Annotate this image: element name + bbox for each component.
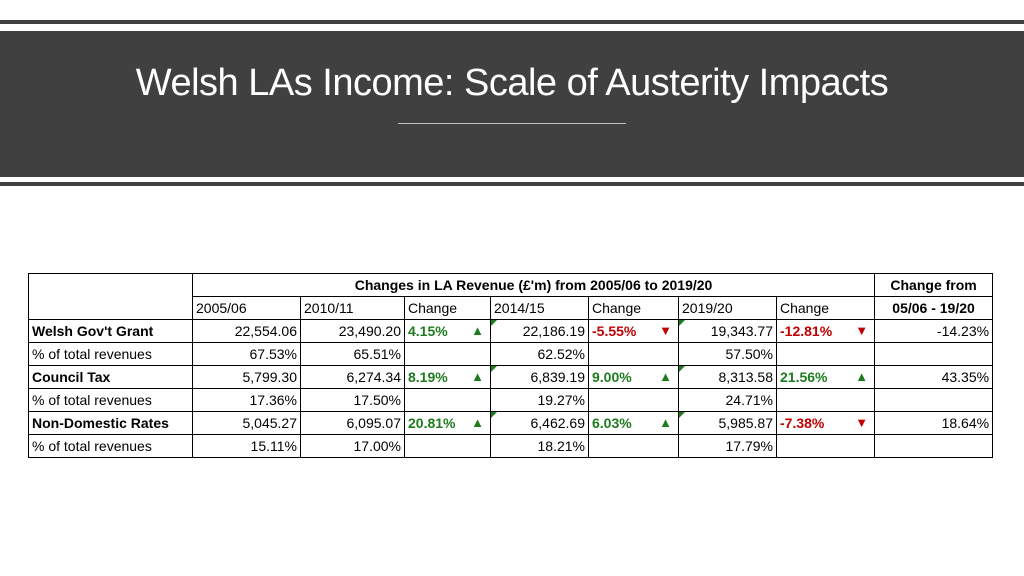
col-header: 2019/20 bbox=[679, 297, 777, 320]
cell-2010-11-value: 17.50% bbox=[353, 392, 401, 408]
cell-2014-15 bbox=[491, 435, 589, 458]
cell-2019-20-value: 24.71% bbox=[725, 392, 773, 408]
cell-change-1-value: 20.81% bbox=[408, 415, 456, 431]
cell-total-change bbox=[875, 366, 993, 389]
down-arrow-icon: ▼ bbox=[659, 323, 672, 338]
cell-2010-11 bbox=[301, 435, 405, 458]
table-row bbox=[29, 320, 993, 343]
col-header: Change bbox=[405, 297, 491, 320]
cell-change-1-value: 4.15% bbox=[408, 323, 448, 339]
slide-title: Welsh LAs Income: Scale of Austerity Impacts bbox=[135, 62, 889, 104]
cell-2019-20 bbox=[679, 320, 777, 343]
revenue-table bbox=[28, 273, 993, 458]
cell-2010-11 bbox=[301, 389, 405, 412]
cell-change-1-value: 8.19% bbox=[408, 369, 448, 385]
cell-change-2 bbox=[589, 320, 679, 343]
cell-total-change bbox=[875, 389, 993, 412]
row-label-value: % of total revenues bbox=[32, 392, 152, 408]
row-label bbox=[29, 389, 193, 412]
cell-2005-06-value: 67.53% bbox=[249, 346, 297, 362]
cell-2019-20-value: 5,985.87 bbox=[718, 415, 773, 431]
up-arrow-icon: ▲ bbox=[659, 415, 672, 430]
cell-change-1 bbox=[405, 343, 491, 366]
cell-change-2-value: -5.55% bbox=[592, 323, 637, 339]
row-label bbox=[29, 343, 193, 366]
cell-2010-11-value: 23,490.20 bbox=[338, 323, 401, 339]
cell-2005-06 bbox=[193, 389, 301, 412]
down-arrow-icon: ▼ bbox=[855, 323, 869, 338]
cell-change-3-value: -7.38% bbox=[780, 415, 825, 431]
bottom-rule bbox=[0, 182, 1024, 186]
row-label-value: % of total revenues bbox=[32, 346, 152, 362]
cell-total-change-value: -14.23% bbox=[936, 323, 990, 339]
cell-2005-06 bbox=[193, 435, 301, 458]
cell-total-change-value: 18.64% bbox=[941, 415, 990, 431]
cell-change-2 bbox=[589, 389, 679, 412]
cell-total-change bbox=[875, 435, 993, 458]
cell-change-1 bbox=[405, 366, 491, 389]
cell-2010-11 bbox=[301, 412, 405, 435]
cell-2019-20-value: 8,313.58 bbox=[718, 369, 773, 385]
cell-2005-06-value: 5,799.30 bbox=[242, 369, 297, 385]
cell-change-3-value: 21.56% bbox=[780, 369, 828, 385]
cell-2014-15-value: 6,462.69 bbox=[530, 415, 585, 431]
table-header-row-1 bbox=[29, 274, 993, 297]
table-row bbox=[29, 389, 993, 412]
cell-change-2 bbox=[589, 435, 679, 458]
col-header: Change bbox=[589, 297, 679, 320]
cell-change-2 bbox=[589, 366, 679, 389]
cell-2005-06 bbox=[193, 412, 301, 435]
title-underline bbox=[398, 123, 626, 124]
row-label-value: Council Tax bbox=[32, 369, 111, 385]
table-row bbox=[29, 412, 993, 435]
cell-change-1 bbox=[405, 389, 491, 412]
cell-2014-15 bbox=[491, 320, 589, 343]
cell-2010-11-value: 17.00% bbox=[353, 438, 401, 454]
cell-change-3-value: -12.81% bbox=[780, 323, 833, 339]
cell-change-1 bbox=[405, 435, 491, 458]
cell-change-3 bbox=[777, 320, 875, 343]
cell-2019-20-value: 19,343.77 bbox=[710, 323, 773, 339]
cell-2019-20-value: 17.79% bbox=[725, 438, 773, 454]
cell-2014-15-value: 62.52% bbox=[537, 346, 585, 362]
cell-total-change bbox=[875, 412, 993, 435]
top-rule bbox=[0, 20, 1024, 24]
cell-2014-15-value: 22,186.19 bbox=[522, 323, 585, 339]
cell-2014-15-value: 18.21% bbox=[537, 438, 585, 454]
cell-2010-11-value: 6,095.07 bbox=[346, 415, 401, 431]
col-header: 2014/15 bbox=[491, 297, 589, 320]
cell-2005-06-value: 5,045.27 bbox=[242, 415, 297, 431]
cell-2010-11 bbox=[301, 320, 405, 343]
cell-change-2-value: 6.03% bbox=[592, 415, 632, 431]
up-arrow-icon: ▲ bbox=[855, 369, 869, 384]
row-label-value: Welsh Gov't Grant bbox=[32, 323, 154, 339]
cell-2019-20 bbox=[679, 389, 777, 412]
cell-2019-20 bbox=[679, 366, 777, 389]
cell-2014-15 bbox=[491, 366, 589, 389]
change-header-line1: Change from bbox=[875, 274, 993, 297]
cell-total-change-value: 43.35% bbox=[941, 369, 990, 385]
cell-2005-06-value: 15.11% bbox=[250, 438, 297, 454]
row-label bbox=[29, 320, 193, 343]
change-header-line2: 05/06 - 19/20 bbox=[875, 297, 993, 320]
row-label-value: Non-Domestic Rates bbox=[32, 415, 169, 431]
cell-change-3 bbox=[777, 389, 875, 412]
cell-2014-15-value: 6,839.19 bbox=[530, 369, 585, 385]
cell-2014-15 bbox=[491, 412, 589, 435]
table-row bbox=[29, 343, 993, 366]
cell-total-change bbox=[875, 343, 993, 366]
cell-2005-06-value: 17.36% bbox=[249, 392, 297, 408]
col-header: Change bbox=[777, 297, 875, 320]
up-arrow-icon: ▲ bbox=[471, 323, 484, 338]
cell-2005-06 bbox=[193, 343, 301, 366]
cell-change-2 bbox=[589, 343, 679, 366]
cell-change-3 bbox=[777, 435, 875, 458]
cell-2010-11 bbox=[301, 366, 405, 389]
cell-2014-15-value: 19.27% bbox=[537, 392, 585, 408]
cell-change-1 bbox=[405, 412, 491, 435]
table-caption: Changes in LA Revenue (£'m) from 2005/06 to 2019/20 bbox=[193, 274, 875, 297]
col-header: 2010/11 bbox=[301, 297, 405, 320]
cell-2010-11 bbox=[301, 343, 405, 366]
cell-total-change bbox=[875, 320, 993, 343]
row-label bbox=[29, 435, 193, 458]
up-arrow-icon: ▲ bbox=[471, 415, 484, 430]
cell-2010-11-value: 65.51% bbox=[353, 346, 401, 362]
cell-change-2-value: 9.00% bbox=[592, 369, 632, 385]
row-label-value: % of total revenues bbox=[32, 438, 152, 454]
up-arrow-icon: ▲ bbox=[659, 369, 672, 384]
table-row bbox=[29, 366, 993, 389]
cell-2019-20 bbox=[679, 412, 777, 435]
cell-2014-15 bbox=[491, 389, 589, 412]
cell-2019-20 bbox=[679, 435, 777, 458]
row-label bbox=[29, 412, 193, 435]
cell-2005-06-value: 22,554.06 bbox=[234, 323, 297, 339]
cell-2010-11-value: 6,274.34 bbox=[346, 369, 401, 385]
cell-2005-06 bbox=[193, 320, 301, 343]
cell-change-1 bbox=[405, 320, 491, 343]
cell-2014-15 bbox=[491, 343, 589, 366]
up-arrow-icon: ▲ bbox=[471, 369, 484, 384]
cell-change-3 bbox=[777, 412, 875, 435]
col-header: 2005/06 bbox=[193, 297, 301, 320]
cell-change-3 bbox=[777, 343, 875, 366]
cell-change-2 bbox=[589, 412, 679, 435]
cell-2019-20 bbox=[679, 343, 777, 366]
table-row bbox=[29, 435, 993, 458]
cell-2019-20-value: 57.50% bbox=[725, 346, 773, 362]
header-blank-cell bbox=[29, 274, 193, 320]
down-arrow-icon: ▼ bbox=[855, 415, 869, 430]
cell-2005-06 bbox=[193, 366, 301, 389]
cell-change-3 bbox=[777, 366, 875, 389]
row-label bbox=[29, 366, 193, 389]
